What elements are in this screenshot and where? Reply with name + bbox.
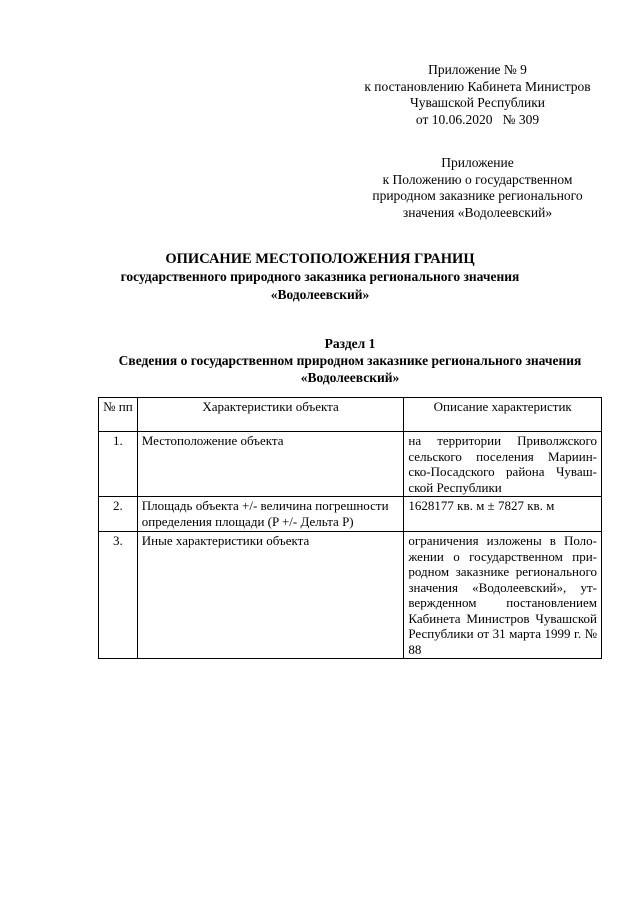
row-characteristic: Иные характеристики объекта [137,532,404,659]
row-num: 1. [99,432,138,497]
appendix-regulation-line-1: Приложение [441,155,514,170]
row-description: 1628177 кв. м ± 7827 кв. м [404,497,602,532]
title-line-1: ОПИСАНИЕ МЕСТОПОЛОЖЕНИЯ ГРАНИЦ [165,251,475,267]
section-number: Раздел 1 [324,336,376,351]
title-line-2: государственного природного заказника регионального значения [120,269,520,284]
table-row [99,532,602,659]
row-description: на территории Приволжского сельского поселения Мариин-ско-Посадского района Чуваш-ской Республики [404,432,602,497]
table-header-row [99,398,602,432]
row-num: 2. [99,497,138,532]
row-num: 3. [99,532,138,659]
appendix-regulation-line-2: к Положению о государственном [382,171,573,187]
header-num: № пп [99,398,138,432]
row-description: ограничения изложены в Поло-жении о государственном при-родном заказнике регионального значения «Водолеевский», ут-вержденном постановлением Кабинета Министров Чувашской Республики от 31 марта 1999 г. № 88 [404,532,602,659]
appendix-9-line-4: от 10.06.2020 № 309 [415,111,540,127]
header-characteristics: Характеристики объекта [137,398,404,432]
appendix-regulation-line-3: природном заказнике регионального [372,188,583,203]
appendix-9-header [355,62,600,128]
table-row [99,497,602,532]
appendix-regulation-header [355,155,600,221]
title-line-3: «Водолеевский» [270,287,370,302]
section-title-line-1: Сведения о государственном природном заказнике регионального значения [118,353,582,368]
appendix-regulation-line-4: значения «Водолеевский» [402,204,553,220]
row-characteristic: Площадь объекта +/- величина погрешности определения площади (P +/- Дельта P) [137,497,404,532]
table-row [99,432,602,497]
appendix-9-line-1: Приложение № 9 [428,62,527,77]
appendix-9-line-2: к постановлению Кабинета Министров [364,78,591,94]
section-title-line-2: «Водолеевский» [300,370,400,385]
appendix-9-line-3: Чувашской Республики [409,95,546,110]
characteristics-table [98,397,602,659]
row-characteristic: Местоположение объекта [137,432,404,497]
document-title [95,250,545,304]
section-heading [60,335,640,386]
header-description: Описание характеристик [404,398,602,432]
